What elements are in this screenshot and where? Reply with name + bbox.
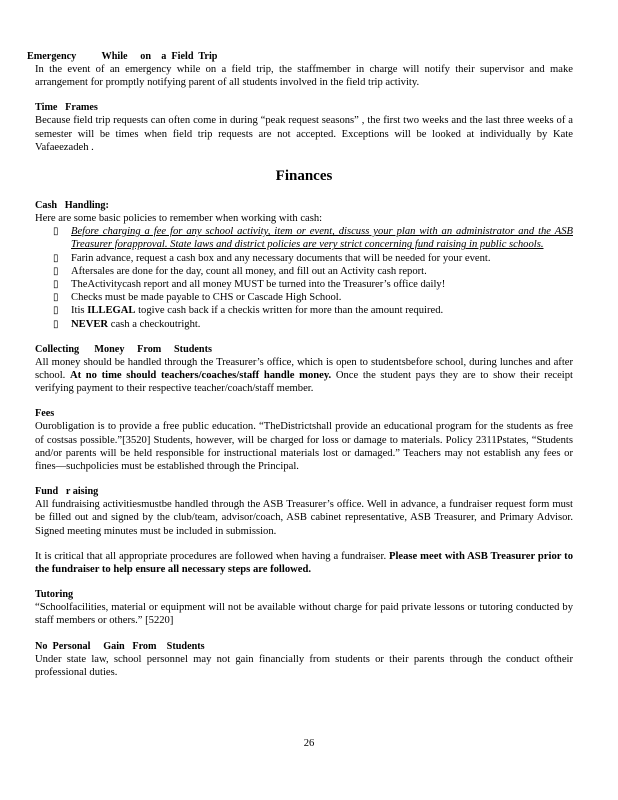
collecting-body-bold: At no time should teachers/coaches/staff handle money. xyxy=(69,370,332,382)
collecting-body xyxy=(35,356,573,396)
bullet-icon: ▯ xyxy=(53,318,59,330)
emergency-body: In the event of an emergency while on a field trip, the staffmember in charge will notify their supervisor and make arrangement for promptly notifying parent of all students involved in the field trip activity. xyxy=(35,64,573,89)
fundraising-critical xyxy=(35,550,573,576)
bullet-icon: ▯ xyxy=(53,265,59,277)
collecting-heading: Collecting Money From Students xyxy=(35,343,212,355)
page-content xyxy=(27,50,573,691)
list-item xyxy=(53,304,573,317)
list-item-text-pre: Itis xyxy=(71,305,88,317)
section-emergency xyxy=(27,50,573,89)
fundraising-critical-pre: It is critical that all appropriate procedures are followed when having a fundraiser. xyxy=(35,550,390,562)
cash-handling-intro: Here are some basic policies to remember when working with cash: xyxy=(35,213,323,225)
list-item-text: Aftersales are done for the day, count all money, and fill out an Activity cash report. xyxy=(71,265,427,277)
bullet-icon: ▯ xyxy=(53,226,59,238)
finances-title: Finances xyxy=(275,168,333,185)
list-item-text: Before charging a fee for any school activity, item or event, discuss your plan with an administrator and the ASB Treasurer forapproval. State laws and district policies are very strict concerning fund raising in public schools. xyxy=(71,226,573,251)
time-frames-body: Because field trip requests can often come in during “peak request seasons” , the first two weeks and the last three weeks of a semester will be times when field trip requests are not accepted. Exceptions will be looked at individually by Kate Vafaeezadeh . xyxy=(35,115,573,153)
section-fees xyxy=(35,407,573,473)
no-personal-gain-heading: No Personal Gain From Students xyxy=(35,640,205,652)
bullet-icon: ▯ xyxy=(53,292,59,304)
cash-handling-heading: Cash Handling: xyxy=(35,200,109,212)
time-frames-heading: Time Frames xyxy=(35,102,98,114)
fundraising-heading: Fund r aising xyxy=(35,486,99,498)
section-fundraising xyxy=(35,485,573,576)
collecting-body-post: Once the student pays they are to show their receipt verifying payment to their respective teacher/coach/staff member. xyxy=(35,370,573,395)
list-item xyxy=(53,225,573,251)
section-no-personal-gain xyxy=(35,640,573,679)
fundraising-critical-bold: Please meet with ASB Treasurer prior to the fundraiser to help ensure all necessary steps are followed. xyxy=(35,550,573,576)
section-time-frames xyxy=(35,101,573,154)
bullet-icon: ▯ xyxy=(53,279,59,291)
tutoring-heading: Tutoring xyxy=(35,589,74,601)
list-item-text: Farin advance, request a cash box and any necessary documents that will be needed for your event. xyxy=(71,252,491,264)
list-item-text-bold: NEVER xyxy=(71,318,109,330)
section-cash-handling xyxy=(35,199,573,331)
fees-body: Ourobligation is to provide a free public education. “TheDistrictshall provide an educational program for the students as free of costsas possible.”[3520] Students, however, will be charged for loss or damage to materials. Policy 2311Pstates, “Students and/or parents will be held responsible for instructional materials lost or damaged.” Teachers may not establish any fees or fines—suchpolicies must be established through the Principal. xyxy=(35,421,573,473)
list-item-text-bold: ILLEGAL xyxy=(87,305,136,317)
list-item-text: Checks must be made payable to CHS or Cascade High School. xyxy=(71,292,342,304)
list-item-text: TheActivitycash report and all money MUST be turned into the Treasurer’s office daily! xyxy=(71,279,446,291)
page-number: 26 xyxy=(303,738,315,749)
tutoring-body: “Schoolfacilities, material or equipment will not be available without charge for paid private lessons or tutoring conducted by staff members or others.” [5220] xyxy=(35,602,573,627)
section-collecting xyxy=(35,343,573,396)
list-item-text-post: cash a checkoutright. xyxy=(108,318,201,330)
collecting-body-pre: All money should be handled through the Treasurer’s office, which is open to studentsbefore school, during lunches and after school. xyxy=(35,356,573,382)
fees-heading: Fees xyxy=(35,408,55,420)
cash-handling-list xyxy=(35,225,573,331)
section-tutoring xyxy=(35,588,573,627)
list-item xyxy=(53,291,573,304)
list-item xyxy=(53,278,573,291)
list-item xyxy=(53,252,573,265)
bullet-icon: ▯ xyxy=(53,252,59,264)
emergency-heading: Emergency While on a Field Trip xyxy=(27,51,218,62)
list-item xyxy=(53,318,573,331)
bullet-icon: ▯ xyxy=(53,305,59,317)
no-personal-gain-body: Under state law, school personnel may not gain financially from students or their parents through the conduct oftheir professional duties. xyxy=(35,653,573,678)
fundraising-body: All fundraising activitiesmustbe handled through the ASB Treasurer’s office. Well in advance, a fundraiser request form must be filled out and signed by the club/team, advisor/coach, ASB cabinet representative, ASB Treasurer, and Primary Advisor. Signed meeting minutes must be included in submission. xyxy=(35,499,573,537)
list-item xyxy=(53,265,573,278)
list-item-text-post: togive cash back if a checkis written for more than the amount required. xyxy=(135,305,444,317)
